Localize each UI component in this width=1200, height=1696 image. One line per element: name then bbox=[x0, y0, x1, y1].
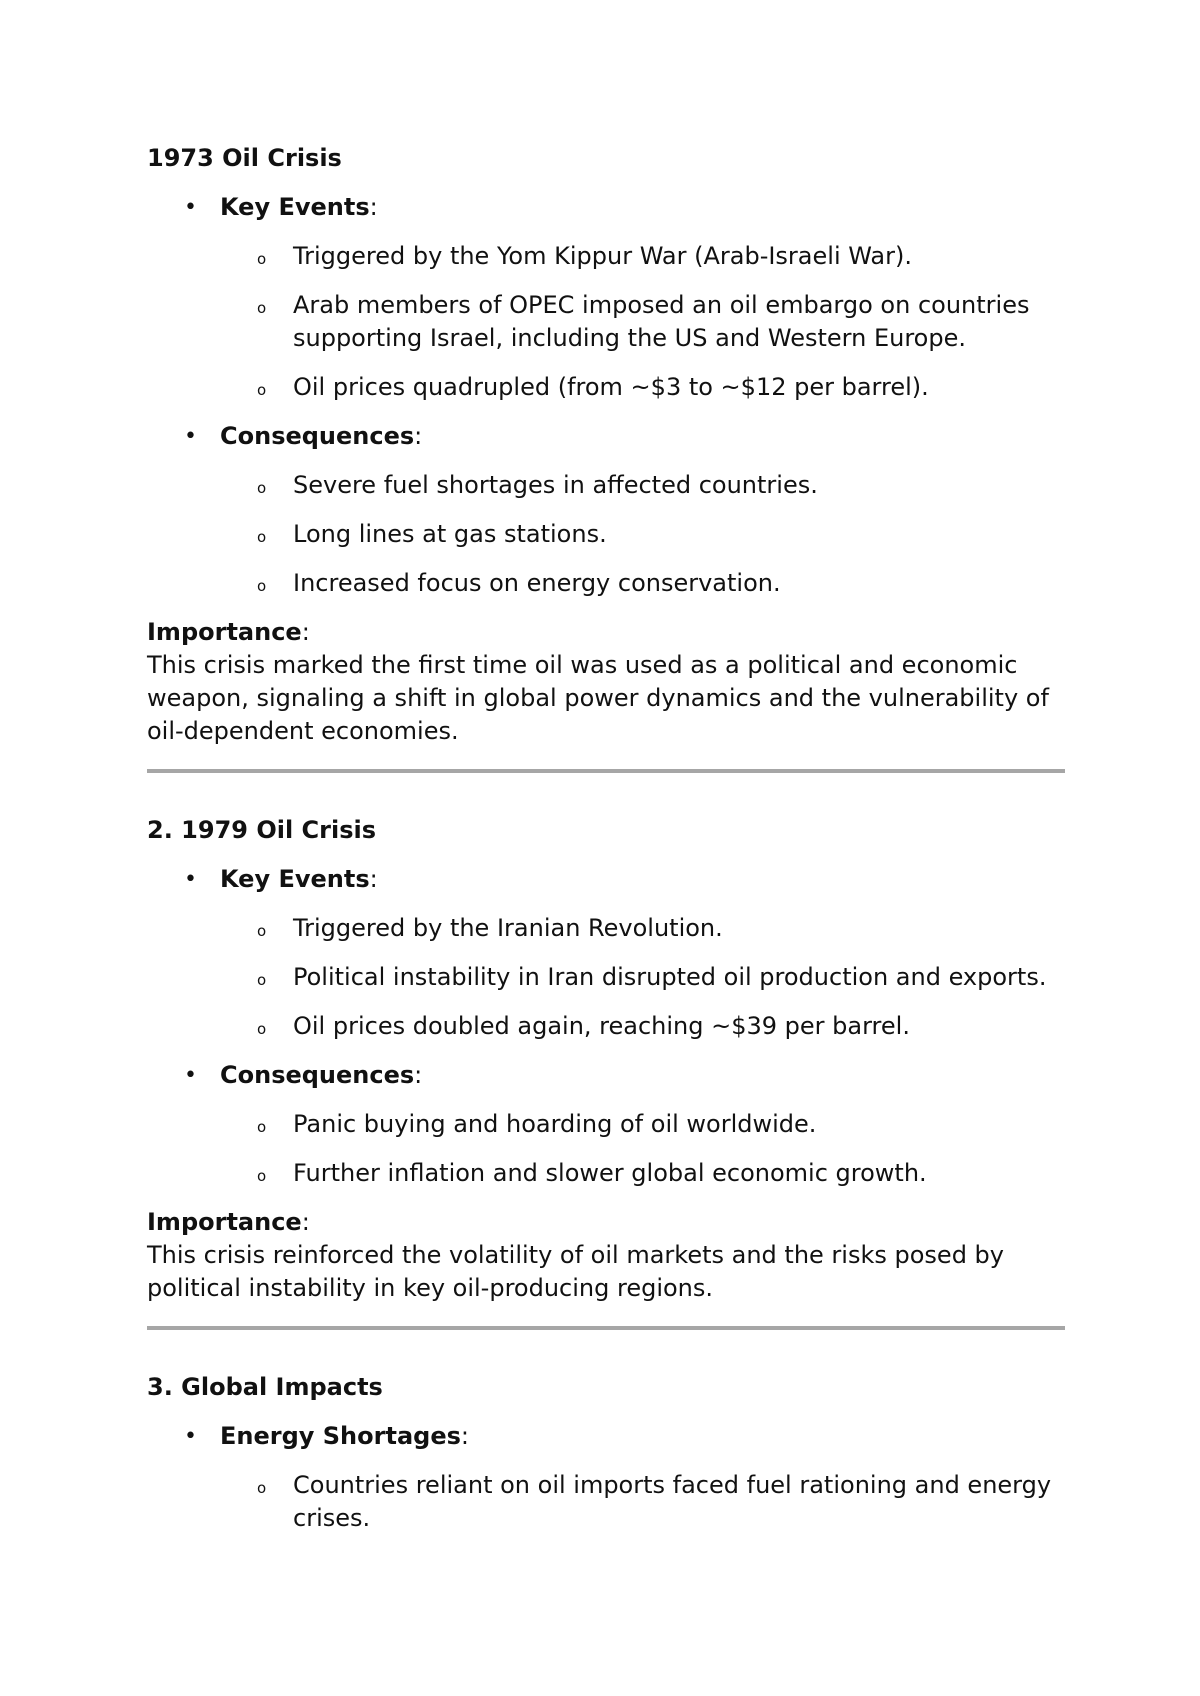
circle-bullet-icon: o bbox=[257, 528, 267, 546]
list-item bbox=[147, 289, 1065, 355]
circle-bullet-icon: o bbox=[257, 1020, 267, 1038]
sub-list bbox=[147, 469, 1065, 600]
sub-list bbox=[147, 240, 1065, 404]
importance-text: This crisis reinforced the volatility of oil markets and the risks posed by political instability in key oil-producing regions. bbox=[147, 1241, 1004, 1302]
bullet-label: Consequences bbox=[220, 422, 415, 450]
list-item-text: Increased focus on energy conservation. bbox=[293, 569, 781, 597]
bullet-label: Consequences bbox=[220, 1061, 415, 1089]
list-item-text: Oil prices quadrupled (from ~$3 to ~$12 per barrel). bbox=[293, 373, 929, 401]
list-item bbox=[147, 469, 1065, 502]
bullet-list bbox=[147, 1420, 1065, 1453]
importance-label bbox=[147, 616, 1065, 649]
bullet-key-events bbox=[147, 191, 1065, 224]
bullet-dot-icon: • bbox=[184, 195, 197, 220]
circle-bullet-icon: o bbox=[257, 1479, 267, 1497]
list-item-text: Triggered by the Iranian Revolution. bbox=[293, 914, 723, 942]
bullet-label: Key Events bbox=[220, 193, 370, 221]
bullet-dot-icon: • bbox=[184, 424, 197, 449]
circle-bullet-icon: o bbox=[257, 922, 267, 940]
list-item-text: Panic buying and hoarding of oil worldwide. bbox=[293, 1110, 817, 1138]
importance-label-text: Importance bbox=[147, 1208, 302, 1236]
list-item-text: Triggered by the Yom Kippur War (Arab-Israeli War). bbox=[293, 242, 912, 270]
list-item bbox=[147, 912, 1065, 945]
bullet-energy-shortages bbox=[147, 1420, 1065, 1453]
list-item bbox=[147, 518, 1065, 551]
label-colon: : bbox=[414, 422, 423, 450]
bullet-list bbox=[147, 420, 1065, 453]
list-item-text: Political instability in Iran disrupted oil production and exports. bbox=[293, 963, 1047, 991]
list-item-text: Arab members of OPEC imposed an oil embargo on countries supporting Israel, including the US and Western Europe. bbox=[293, 291, 1030, 352]
importance-block bbox=[147, 1206, 1065, 1305]
label-colon: : bbox=[414, 1061, 423, 1089]
circle-bullet-icon: o bbox=[257, 971, 267, 989]
list-item bbox=[147, 240, 1065, 273]
section-title: 3. Global Impacts bbox=[147, 1373, 383, 1401]
circle-bullet-icon: o bbox=[257, 381, 267, 399]
list-item bbox=[147, 1010, 1065, 1043]
list-item-text: Countries reliant on oil imports faced fuel rationing and energy crises. bbox=[293, 1471, 1052, 1532]
label-colon: : bbox=[369, 865, 378, 893]
bullet-label: Energy Shortages bbox=[220, 1422, 461, 1450]
importance-text: This crisis marked the first time oil was used as a political and economic weapon, signaling a shift in global power dynamics and the vulnerability of oil-dependent economies. bbox=[147, 651, 1049, 745]
label-colon: : bbox=[369, 193, 378, 221]
label-colon: : bbox=[301, 618, 310, 646]
section-title: 1973 Oil Crisis bbox=[147, 144, 342, 172]
section-1979-oil-crisis bbox=[147, 814, 1065, 1330]
bullet-dot-icon: • bbox=[184, 867, 197, 892]
sub-list bbox=[147, 912, 1065, 1043]
bullet-list bbox=[147, 1059, 1065, 1092]
bullet-list bbox=[147, 191, 1065, 224]
bullet-list bbox=[147, 863, 1065, 896]
circle-bullet-icon: o bbox=[257, 577, 267, 595]
bullet-consequences bbox=[147, 420, 1065, 453]
document-page bbox=[147, 142, 1065, 1535]
label-colon: : bbox=[460, 1422, 469, 1450]
importance-label-text: Importance bbox=[147, 618, 302, 646]
list-item-text: Further inflation and slower global economic growth. bbox=[293, 1159, 927, 1187]
bullet-dot-icon: • bbox=[184, 1424, 197, 1449]
bullet-key-events bbox=[147, 863, 1065, 896]
label-colon: : bbox=[301, 1208, 310, 1236]
bullet-label: Key Events bbox=[220, 865, 370, 893]
circle-bullet-icon: o bbox=[257, 250, 267, 268]
list-item bbox=[147, 961, 1065, 994]
list-item bbox=[147, 1108, 1065, 1141]
list-item bbox=[147, 1469, 1065, 1535]
list-item bbox=[147, 1157, 1065, 1190]
list-item bbox=[147, 371, 1065, 404]
sub-list bbox=[147, 1469, 1065, 1535]
list-item-text: Severe fuel shortages in affected countries. bbox=[293, 471, 818, 499]
section-global-impacts bbox=[147, 1371, 1065, 1535]
importance-block bbox=[147, 616, 1065, 748]
circle-bullet-icon: o bbox=[257, 1118, 267, 1136]
section-1973-oil-crisis bbox=[147, 142, 1065, 773]
sub-list bbox=[147, 1108, 1065, 1190]
bullet-dot-icon: • bbox=[184, 1063, 197, 1088]
circle-bullet-icon: o bbox=[257, 299, 267, 317]
bullet-consequences bbox=[147, 1059, 1065, 1092]
list-item bbox=[147, 567, 1065, 600]
section-title: 2. 1979 Oil Crisis bbox=[147, 816, 377, 844]
list-item-text: Oil prices doubled again, reaching ~$39 per barrel. bbox=[293, 1012, 910, 1040]
circle-bullet-icon: o bbox=[257, 479, 267, 497]
importance-label bbox=[147, 1206, 1065, 1239]
list-item-text: Long lines at gas stations. bbox=[293, 520, 607, 548]
circle-bullet-icon: o bbox=[257, 1167, 267, 1185]
